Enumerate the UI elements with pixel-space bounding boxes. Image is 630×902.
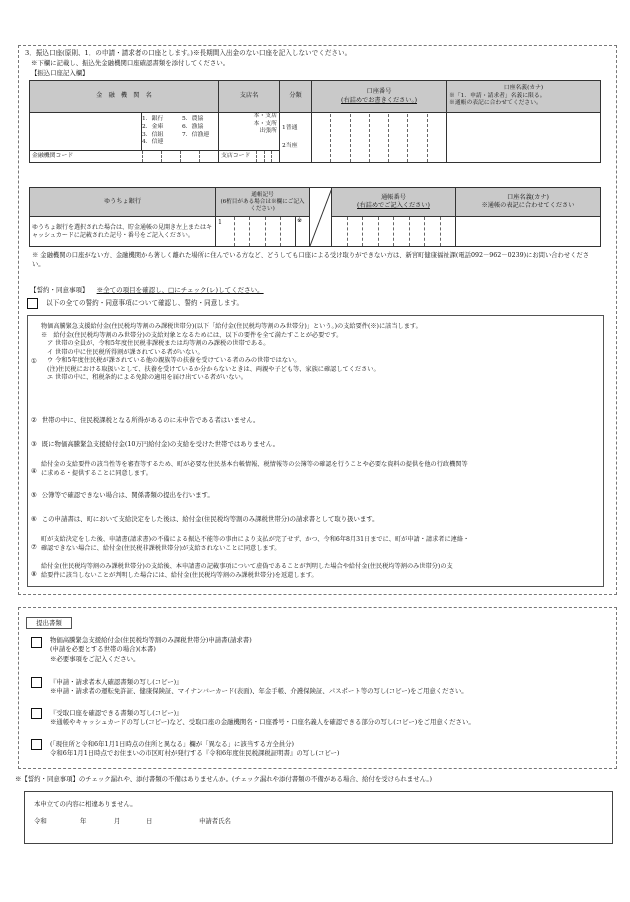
bank-code-digit-2[interactable] bbox=[161, 151, 180, 162]
yucho-name-header: ゆうちょ銀行 bbox=[30, 188, 216, 217]
account-digit-3[interactable] bbox=[350, 114, 369, 162]
yucho-number-digit-2[interactable] bbox=[347, 217, 363, 246]
pledge-num-5: ⑤ bbox=[31, 491, 37, 499]
yucho-number-digit-8[interactable] bbox=[440, 217, 456, 246]
bank-type-kinko[interactable]: 2．金庫 bbox=[142, 123, 164, 130]
bank-code-label: 金融機関コード bbox=[32, 152, 74, 159]
account-holder-header bbox=[447, 81, 601, 113]
account-type-toza[interactable]: 2当座 bbox=[282, 142, 298, 149]
transfer-footnote: ※ 金融機関の口座がない方、金融機関から著しく離れた場所に住んでいる方など、どうしても口座による受け取りができない方は、新宮町健康福祉課(電話092－962－0239)にお問い合わせください。 bbox=[32, 252, 590, 268]
pledge-item-5-text: 公簿等で確認できない場合は、関係書類の提出を行います。 bbox=[41, 491, 214, 499]
account-digit-6[interactable] bbox=[407, 114, 426, 162]
pledge-item-1-d: エ 世帯の中に、租税条約による免除の適用を届け出ている者がいない。 bbox=[47, 374, 247, 382]
branch-type-honshisho[interactable]: 本・支所 bbox=[253, 120, 277, 127]
pledge-item-8 bbox=[41, 563, 453, 580]
pledge-item-1-note: ※ 給付金(住民税均等割のみ世帯分)の支給対象となるためには、以下の要件を全て満たすことが必要です。 bbox=[41, 331, 343, 339]
pledge-instruction: ※全ての項目を確認し、□にチェック(レ)してください。 bbox=[96, 286, 264, 294]
yucho-symbol-mark: ※ bbox=[295, 217, 309, 246]
yucho-number-title: 通帳番号 bbox=[381, 193, 406, 201]
branch-type-options bbox=[219, 113, 280, 151]
bank-name-input[interactable] bbox=[30, 113, 142, 151]
pledge-item-8-line1: 給付金(住民税均等割のみ課税世帯分)の支給後、本申請書の記載事項について虚偽であることが判明した場合や給付金(住民税均等割のみ世帯分)の支 bbox=[41, 563, 453, 570]
pledge-item-1-c-note: (注)住民税における取扱いとして、扶養を受けているか分からないときは、両親や子ども等、家族に確認してください。 bbox=[47, 365, 380, 373]
attachment-3-line2: ※通帳やキャッシュカードの写し(コピー)など、受取口座の金融機関名・口座番号・口座名義人を確認できる部分の写し(コピー)をご用意ください。 bbox=[50, 718, 475, 727]
pledge-num-2: ② bbox=[31, 416, 37, 424]
pledge-num-7: ⑦ bbox=[31, 543, 37, 551]
account-holder-input[interactable] bbox=[447, 113, 601, 163]
bank-account-table bbox=[29, 80, 601, 163]
branch-code-digit-2[interactable] bbox=[264, 151, 272, 162]
pledge-item-8-line2: 給要件に該当しないことが判明した場合には、給付金(住民税均等割のみ課税世帯分)を返還します。 bbox=[41, 571, 318, 579]
pledge-item-3 bbox=[31, 440, 279, 449]
pledge-num-4: ④ bbox=[31, 467, 37, 475]
account-digit-2[interactable] bbox=[330, 114, 349, 162]
yucho-number-input[interactable] bbox=[332, 217, 456, 247]
yucho-holder-input[interactable] bbox=[456, 217, 601, 247]
pledge-agree-checkbox[interactable] bbox=[27, 298, 38, 309]
signature-name-input[interactable] bbox=[240, 815, 600, 829]
signature-name-label: 申請者氏名 bbox=[199, 817, 231, 825]
account-number-header bbox=[312, 81, 447, 113]
yucho-holder-title: 口座名義(カナ) bbox=[507, 193, 549, 201]
signature-statement: 本申立ての内容に相違ありません。 bbox=[34, 800, 137, 808]
attachment-3 bbox=[50, 709, 475, 728]
bank-type-shinkumi[interactable]: 3．信組 bbox=[142, 131, 164, 138]
account-type-options bbox=[280, 113, 312, 163]
yucho-symbol-digit-1: 1 bbox=[218, 219, 222, 226]
yucho-instructions: ゆうちょ銀行を選択された場合は、貯金通帳の見開き左上またはキャッシュカードに記載された記号・番号をご記入ください。 bbox=[30, 217, 216, 247]
yucho-number-digit-7[interactable] bbox=[424, 217, 440, 246]
pledge-item-4 bbox=[41, 461, 468, 478]
yucho-number-digit-1[interactable] bbox=[332, 217, 347, 246]
attachment-4-line2: 令和6年1月1日時点でお住まいの市区町村が発行する『令和6年度住民税課税証明書』の写し(コピー) bbox=[50, 749, 340, 758]
attachment-1-checkbox-wrap bbox=[31, 637, 42, 651]
attachment-1-line3: ※必要事項をご記入ください。 bbox=[50, 654, 140, 663]
account-type-header: 分類 bbox=[280, 81, 312, 113]
yucho-symbol-digit-2[interactable] bbox=[234, 217, 249, 246]
bank-type-gyokyo[interactable]: 6．漁協 bbox=[182, 123, 204, 130]
pledge-num-1: ① bbox=[31, 357, 37, 365]
bank-type-bank[interactable]: 1．銀行 bbox=[142, 116, 164, 123]
bank-name-header: 金 融 機 関 名 bbox=[30, 81, 219, 113]
attachment-2-checkbox[interactable] bbox=[31, 677, 42, 688]
attachment-2-line1: 『申請・請求者本人確認書類の写し(コピー)』 bbox=[50, 678, 183, 686]
pledge-item-4-line2: に求める・提供することに同意します。 bbox=[41, 469, 152, 477]
pledge-item-5 bbox=[31, 491, 214, 500]
pledge-item-7 bbox=[41, 536, 469, 553]
branch-code-row bbox=[219, 151, 280, 163]
transfer-heading: 3．振込口座(原則、1．の申請・請求者の口座とします。)※長期間入出金のない口座を記入しないでください。 bbox=[25, 49, 352, 57]
attachment-4-checkbox[interactable] bbox=[31, 739, 42, 750]
yucho-account-table bbox=[29, 187, 601, 247]
attachment-1-checkbox[interactable] bbox=[31, 637, 42, 648]
bank-code-row bbox=[30, 151, 219, 163]
pledge-agree-label: 以下の全ての誓約・同意事項について確認し、誓約・同意します。 bbox=[46, 299, 244, 308]
yucho-number-digit-5[interactable] bbox=[393, 217, 409, 246]
attachment-3-checkbox-wrap bbox=[31, 708, 42, 722]
account-digit-4[interactable] bbox=[369, 114, 388, 162]
yucho-number-subtitle bbox=[334, 202, 453, 210]
yucho-number-digit-3[interactable] bbox=[362, 217, 378, 246]
attachment-2 bbox=[50, 678, 468, 697]
pledge-item-4-line1: 給付金の支給要件の該当性等を審査等するため、町が必要な住民基本台帳情報、税情報等の公簿等の確認を行うことや必要な資料の提供を他の行政機関等 bbox=[41, 461, 468, 468]
bank-code-digit-4[interactable] bbox=[199, 151, 218, 162]
attachment-4-line1: (「現住所と令和6年1月1日時点の住所と異なる」欄が「異なる」に該当する方全員分) bbox=[50, 740, 295, 748]
branch-code-digit-1[interactable] bbox=[256, 151, 264, 162]
pledge-item-6 bbox=[31, 515, 379, 524]
yucho-symbol-input[interactable] bbox=[216, 217, 310, 247]
pledge-item-7-line2: 確認できない場合に、給付金(住民税非課税世帯分)が支給されないことに同意します。 bbox=[41, 544, 281, 552]
branch-type-honshiten[interactable]: 本・支店 bbox=[253, 113, 277, 119]
yucho-number-subtitle-text: (右詰めでご記入ください) bbox=[357, 202, 430, 209]
pledge-item-1-b: イ 世帯の中に住民税所得割が課されている者がいない。 bbox=[47, 348, 204, 356]
final-note: ※【誓約・同意事項】のチェック漏れや、添付書類の不備はありませんか。(チェック漏れや添付書類の不備がある場合、給付を受けられません。) bbox=[15, 775, 433, 783]
attachment-1-line1: 物価高騰緊急支援給付金(住民税均等割のみ課税世帯分)申請書(請求書) bbox=[50, 636, 252, 644]
transfer-note: ※下欄に記載し、振込先金融機関口座確認書類を添付してください。 bbox=[31, 59, 230, 67]
pledge-agree-row bbox=[27, 298, 243, 309]
attachment-2-checkbox-wrap bbox=[31, 677, 42, 691]
pledge-num-8: ⑧ bbox=[31, 570, 37, 578]
branch-name-header: 支店名 bbox=[219, 81, 280, 113]
pledge-num-6: ⑥ bbox=[31, 515, 37, 523]
bank-type-shingyoren[interactable]: 7．信漁連 bbox=[182, 131, 210, 138]
yucho-symbol-digit-3[interactable] bbox=[249, 217, 264, 246]
yucho-symbol-subtitle: (6桁目がある場合は※欄にご記入ください) bbox=[220, 198, 305, 212]
pledge-item-6-text: この申請書は、町において支給決定をした後は、給付金(住民税均等割のみ課税世帯分)の請求書として取り扱います。 bbox=[41, 515, 379, 523]
account-digit-7[interactable] bbox=[427, 114, 446, 162]
attachment-2-line2: ※申請・請求者の運転免許証、健康保険証、マイナンバーカード(表面)、年金手帳、介護保険証、パスポート等の写し(コピー)をご用意ください。 bbox=[50, 687, 468, 696]
pledge-item-1-c: ウ 令和5年度住民税が課されている他の親族等の扶養を受けている者のみの世帯ではない。 bbox=[47, 357, 301, 365]
attachment-3-checkbox[interactable] bbox=[31, 708, 42, 719]
bank-type-col2 bbox=[182, 116, 209, 147]
attachment-4 bbox=[50, 740, 339, 759]
pledge-title: 【誓約・同意事項】 bbox=[30, 286, 89, 294]
bank-code-digit-1[interactable] bbox=[142, 151, 161, 162]
attachments-title: 提出書類 bbox=[26, 617, 72, 629]
yucho-number-digit-4[interactable] bbox=[378, 217, 394, 246]
pledge-num-3: ③ bbox=[31, 440, 37, 448]
signature-era: 令和 bbox=[34, 817, 47, 825]
transfer-section-label: 【振込口座記入欄】 bbox=[31, 69, 89, 77]
yucho-symbol-digit-5[interactable] bbox=[280, 217, 295, 246]
attachment-1 bbox=[50, 636, 252, 664]
pledge-item-1-a: ア 世帯の全員が、令和5年度住民税非課税または均等割のみ課税の世帯である。 bbox=[47, 340, 270, 348]
yucho-symbol-digit-4[interactable] bbox=[265, 217, 280, 246]
branch-code-digit-3[interactable] bbox=[271, 151, 279, 162]
diagonal-line bbox=[310, 188, 332, 246]
yucho-holder-subtitle: ※通帳の表記に合わせてください bbox=[481, 202, 575, 209]
branch-type-shucchojo[interactable]: 出張所 bbox=[259, 128, 277, 135]
signature-day: 日 bbox=[146, 817, 153, 825]
yucho-diagonal-cell bbox=[310, 188, 332, 247]
yucho-number-header bbox=[332, 188, 456, 217]
account-number-title: 口座番号 bbox=[366, 88, 392, 96]
pledge-item-1 bbox=[41, 323, 601, 383]
account-digit-5[interactable] bbox=[388, 114, 407, 162]
bank-code-digit-3[interactable] bbox=[180, 151, 199, 162]
bank-type-options bbox=[142, 113, 219, 151]
account-holder-title: 口座名義(カナ) bbox=[503, 85, 544, 92]
pledge-title-row bbox=[30, 286, 264, 295]
yucho-holder-header bbox=[456, 188, 601, 217]
bank-type-nokyo[interactable]: 5．農協 bbox=[182, 116, 204, 123]
account-number-subtitle: (右詰めでお書きください。) bbox=[341, 96, 418, 104]
account-holder-note1: ※「1．申請・請求者」名義に限る。 bbox=[449, 92, 546, 99]
yucho-symbol-header bbox=[216, 188, 310, 217]
yucho-number-digit-6[interactable] bbox=[409, 217, 425, 246]
pledge-item-2-text: 世帯の中に、住民税課税となる所得があるのに未申告である者はいません。 bbox=[41, 416, 260, 424]
account-holder-note2: ※通帳の表記に合わせてください。 bbox=[449, 100, 542, 107]
pledge-item-3-text: 既に物価高騰緊急支援給付金(10万円給付金)の支給を受けた世帯ではありません。 bbox=[41, 440, 279, 448]
branch-code-label: 支店コード bbox=[221, 152, 251, 159]
yucho-symbol-title: 通帳記号 bbox=[251, 191, 274, 198]
attachment-1-line2: (申請を必要とする世帯の場合)(本書) bbox=[50, 645, 156, 654]
attachment-4-checkbox-wrap bbox=[31, 739, 42, 753]
account-number-input[interactable] bbox=[312, 113, 447, 163]
attachment-3-line1: 『受取口座を確認できる書類の写し(コピー)』 bbox=[50, 709, 183, 717]
pledge-item-7-line1: 町が支給決定をした後、申請書(請求書)の不備による振込不能等の事由により支払が完了せず、かつ、令和6年8月31日までに、町が申請・請求者に連絡・ bbox=[41, 536, 470, 543]
bank-type-shinren[interactable]: 4．信連 bbox=[142, 139, 164, 146]
pledge-item-1-main: 物価高騰緊急支援給付金(住民税均等割のみ課税世帯分)(以下「給付金(住民税均等割のみ世帯分)」という。)の支給要件(※)に該当します。 bbox=[41, 323, 422, 330]
account-digit-1[interactable] bbox=[312, 114, 330, 162]
pledge-item-2 bbox=[31, 416, 259, 425]
bank-type-col1 bbox=[142, 116, 182, 147]
signature-month: 月 bbox=[114, 817, 121, 825]
signature-year: 年 bbox=[80, 817, 87, 825]
account-type-futsu[interactable]: 1普通 bbox=[282, 124, 298, 131]
